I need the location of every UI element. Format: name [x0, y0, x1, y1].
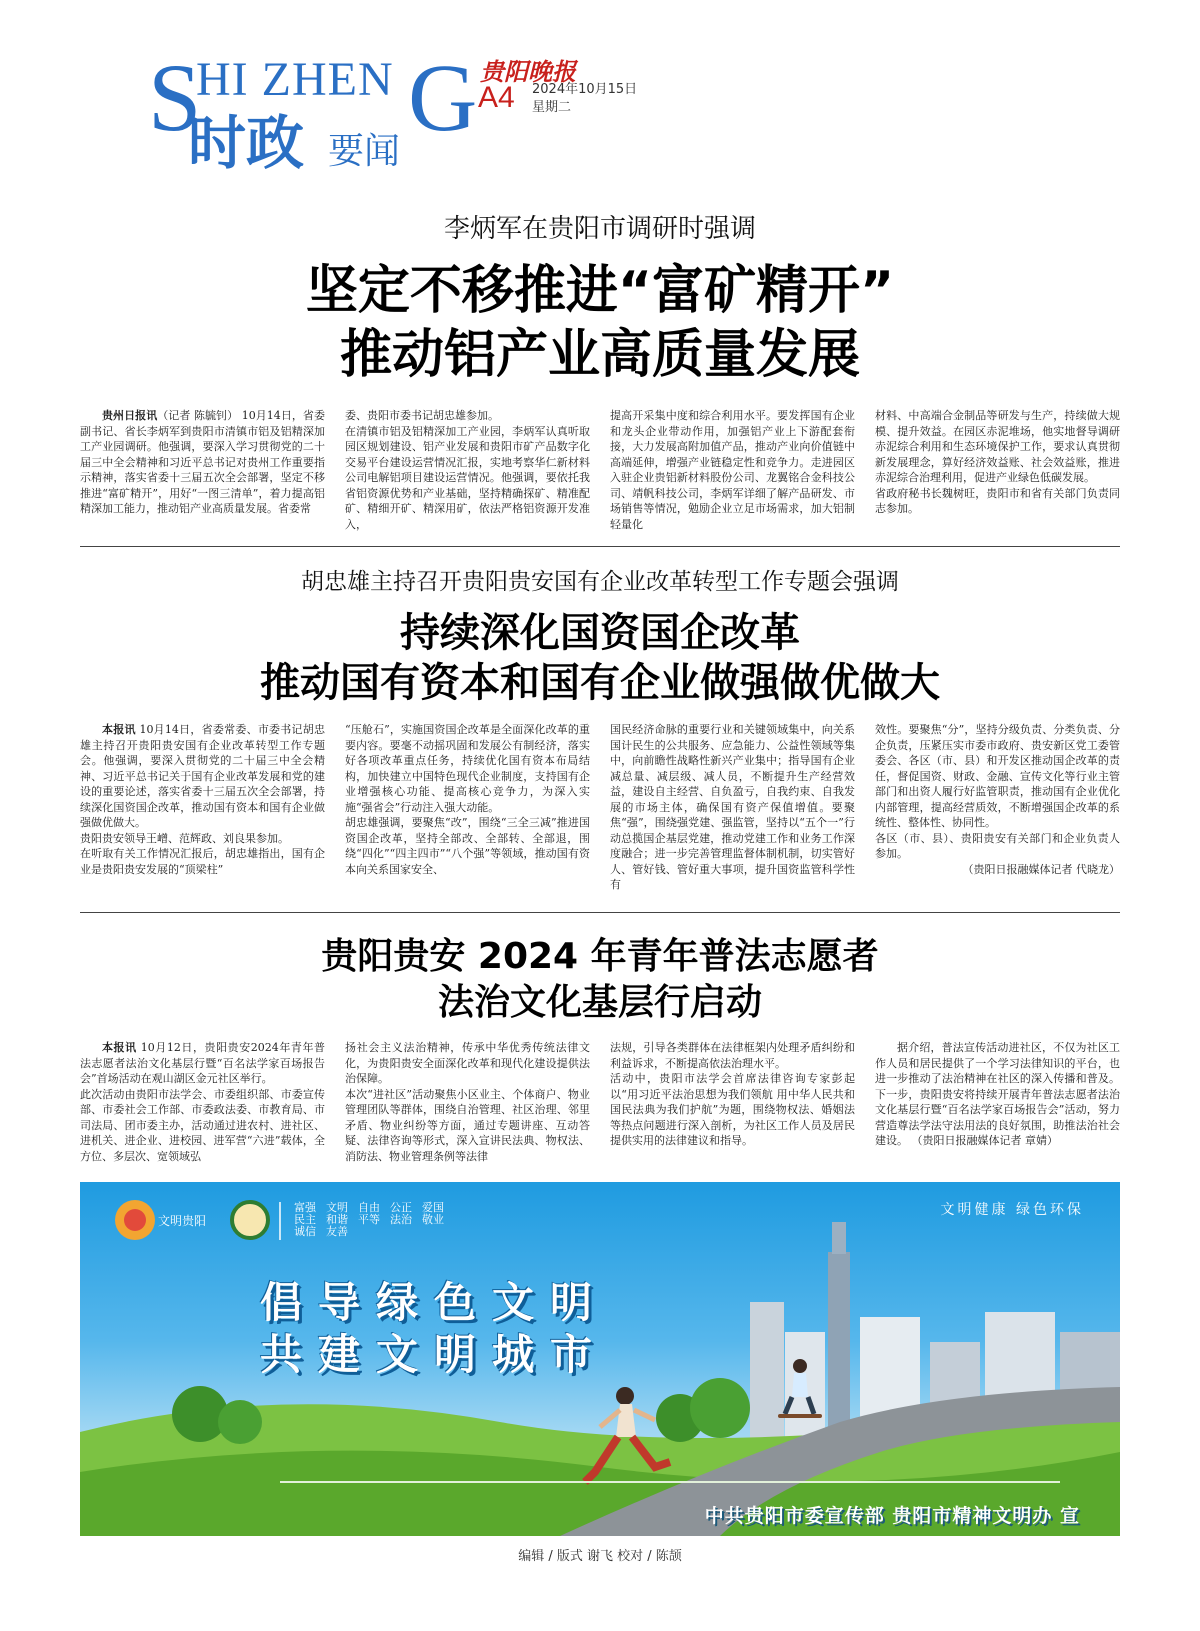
article3-dateline: 本报讯	[102, 1041, 137, 1054]
article1-column-4	[875, 408, 1120, 536]
poster-top-slogan: 文明健康 绿色环保	[940, 1202, 1084, 1218]
core-value: 爱国	[422, 1201, 444, 1214]
core-value: 富强	[294, 1201, 316, 1214]
poster-logo-text: 文明贵阳	[158, 1214, 207, 1228]
core-value: 民主	[294, 1213, 316, 1226]
article2-byline: （贵阳日报融媒体记者 代晓龙）	[962, 862, 1120, 876]
page-credits: 编辑 / 版式 谢飞 校对 / 陈颉	[518, 1549, 682, 1564]
issue-weekday: 星期二	[532, 100, 572, 115]
tree-icon	[218, 1400, 262, 1444]
article2-column-2	[345, 722, 590, 892]
issue-date: 2024年10月15日	[532, 82, 638, 97]
section-divider	[80, 546, 1120, 547]
article1-column-3	[610, 408, 855, 536]
core-value: 友善	[326, 1225, 348, 1238]
article3-col2-text: 扬社会主义法治精神，传承中华优秀传统法律文化，为贵阳贵安全面深化改革和现代化建设提供法治保障。 本次“进社区”活动聚焦小区业主、个体商户、物业管理团队等群体，围绕自治管理、社区治理、邻里矛盾、物业纠纷等方面，通过专题讲座、互动答疑、法律咨询等形式，深入宣讲民法典、物权法、消防法、物业管理条例等法律	[345, 1041, 590, 1163]
core-value: 敬业	[422, 1213, 444, 1226]
article2-col2-text: “压舱石”，实施国资国企改革是全面深化改革的重要内容。要毫不动摇巩固和发展公有制经济，落实好各项改革重点任务，持续优化国有资本布局结构，加快建立中国特色现代企业制度，支持国有企业增强核心功能、提高核心竞争力，为深入实施“强省会”行动注入强大动能。 胡忠雄强调，要聚焦“改”，围绕“三全三减”推进国资国企改革，坚持全部改、全部转、全部退，围绕“四化”“四主四市”“八个强”等领域，推动国有资本向关系国家安全、	[345, 723, 590, 876]
poster-main-slogan-line1: 倡导绿色文明	[260, 1278, 609, 1327]
article3-column-1	[80, 1040, 325, 1168]
core-values-grid	[292, 1202, 452, 1238]
article1-headline-line1: 坚定不移推进“富矿精开”	[305, 261, 895, 321]
article3-headline-line2: 法治文化基层行启动	[437, 982, 762, 1023]
article1-column-1	[80, 408, 325, 536]
core-value: 和谐	[326, 1213, 348, 1226]
page-number: A4	[478, 81, 515, 114]
article3-column-4	[875, 1040, 1120, 1168]
section-subtitle: 要闻	[328, 131, 401, 172]
article2-body	[80, 722, 1120, 892]
masthead-latin-s: S	[148, 44, 202, 151]
article2-dateline: 本报讯	[102, 723, 136, 736]
core-value: 法治	[390, 1213, 412, 1226]
article3-col4-text	[875, 1040, 1120, 1149]
article1-kicker: 李炳军在贵阳市调研时强调	[443, 214, 756, 244]
article3-col4-body: 据介绍，普法宣传活动进社区，不仅为社区工作人员和居民提供了一个学习法律知识的平台，也进一步推动了法治精神在社区的深入传播和普及。下一步，贵阳贵安将持续开展青年普法志愿者法治文化基层行暨“百名法学家百场报告会”活动，努力营造尊法学法守法用法的良好氛围，助推法治社会建设。	[875, 1041, 1120, 1147]
poster-main-slogan-line2: 共建文明城市	[260, 1330, 609, 1379]
core-value: 平等	[358, 1213, 380, 1226]
article1-column-2	[345, 408, 590, 536]
section-divider	[80, 912, 1120, 913]
article1-col3-text: 提高开采集中度和综合利用水平。要发挥国有企业和龙头企业带动作用，加强铝产业上下游配套衔接，大力发展高附加值产品，推动产业向价值链中高端延伸，增强产业链稳定性和竞争力。走进园区入驻企业贵铝新材料股份公司、龙翼铭合金科技公司、靖帆科技公司，李炳军详细了解产品研发、市场销售等情况，勉励企业立足市场需求，加大铝制轻量化	[610, 409, 855, 531]
article3-body	[80, 1040, 1120, 1168]
article2-column-4	[875, 722, 1120, 892]
masthead-latin-rest: HI ZHEN	[196, 53, 394, 106]
tower-top-icon	[832, 1222, 846, 1254]
tree-icon	[690, 1378, 750, 1438]
masthead-latin-g: G	[408, 44, 478, 151]
article2-column-1	[80, 722, 325, 892]
newspaper-logo: 贵阳晚报	[480, 57, 576, 86]
article2-col3-text: 国民经济命脉的重要行业和关键领域集中，向关系国计民生的公共服务、应急能力、公益性领域等集中，向前瞻性战略性新兴产业集中；指导国有企业减总量、减层级、减人员，不断提升生产经营效益，建设自主经营、自负盈亏，自我约束、自我发展的市场主体，确保国有资产保值增值。要聚焦“强”，围绕强党建、强监管，坚持以“五个一”行动总揽国企基层党建，推动党建工作和业务工作深度融合；进一步完善管理监督体制机制，切实管好人、管好钱、管好重大事项，提升国资监管科学性有	[610, 723, 855, 891]
core-value: 文明	[326, 1201, 348, 1214]
article1-col2-text: 委、贵阳市委书记胡忠雄参加。 在清镇市铝及铝精深加工产业园，李炳军认真听取园区规划建设、铝产业发展和贵阳市矿产品数字化交易平台建设运营情况汇报，实地考察华仁新材料公司电解铝项目建设运营情况。他强调，要依托我省铝资源优势和产业基础，坚持精确探矿、精准配矿、精细开矿、精深用矿，依法严格铝资源开发准入，	[345, 409, 590, 531]
core-value: 公正	[390, 1201, 412, 1214]
city-emblem-icon	[232, 1202, 268, 1238]
poster-issuer: 中共贵阳市委宣传部 贵阳市精神文明办 宣	[704, 1505, 1080, 1527]
logo-inner-icon	[124, 1209, 146, 1231]
article3-col1-text: 10月12日，贵阳贵安2024年青年普法志愿者法治文化基层行暨“百名法学家百场报告会”首场活动在观山湖区金元社区举行。 此次活动由贵阳市法学会、市委组织部、市委宣传部、市委社会工作部、市委政法委、市教育局、市司法局、团市委主办，活动通过进农村、进社区、进机关、进企业、进校园、进军营“六进”载体，全方位、多层次、宽领域弘	[80, 1041, 325, 1163]
article3-column-3	[610, 1040, 855, 1168]
public-service-poster	[80, 1182, 1120, 1536]
core-value: 自由	[358, 1201, 380, 1214]
article2-kicker: 胡忠雄主持召开贵阳贵安国有企业改革转型工作专题会强调	[301, 569, 899, 595]
article3-col3-text: 法规，引导各类群体在法律框架内处理矛盾纠纷和利益诉求，不断提高依法治理水平。 活动中，贵阳市法学会首席法律咨询专家彭起以“用习近平法治思想为我们领航 用中华人民共和国民法典为我们护航”为题，围绕物权法、婚姻法等热点问题进行深入剖析，为社区工作人员及居民提供实用的法律建议和指导。	[610, 1041, 855, 1147]
article2-col1-text: 10月14日，省委常委、市委书记胡忠雄主持召开贵阳贵安国有企业改革转型工作专题会。他强调，要深入贯彻党的二十届三中全会精神、习近平总书记关于国有企业改革发展和党的建设的重要论述，落实省委十三届五次全会部署，持续深化国资国企改革，推动国有资本和国有企业做强做优做大。 贵阳贵安领导王嶒、范辉政、刘良果参加。 在听取有关工作情况汇报后，胡忠雄指出，国有企业是贵阳贵安发展的“顶梁柱”	[80, 723, 325, 876]
masthead	[148, 44, 708, 180]
article1-headline-line2: 推动铝产业高质量发展	[339, 325, 860, 385]
article2-col4-text: 效性。要聚焦“分”，坚持分级负责、分类负责、分企负责，压紧压实市委市政府、贵安新区党工委管委会、各区（市、县）和开发区推动国企改革的责任，督促国资、财政、金融、宣传文化等行业主管部门和出资人履行好监管职责，推动国有企业优化内部管理，提高经营质效，不断增强国企改革的系统性、整体性、协同性。 各区（市、县）、贵阳贵安有关部门和企业负责人参加。	[875, 723, 1120, 860]
article2-headline-line2: 推动国有资本和国有企业做强做优做大	[260, 660, 940, 706]
article3-headline-line1: 贵阳贵安 2024 年青年普法志愿者	[321, 936, 879, 977]
article3-byline: （贵阳日报融媒体记者 章婧）	[911, 1134, 1058, 1147]
article1-col1-text: （记者 陈毓钊） 10月14日，省委副书记、省长李炳军到贵阳市清镇市铝及铝精深加工产业园调研。他强调，要深入学习贯彻党的二十届三中全会精神和习近平总书记对贵州工作重要指示精神，落实省委十三届五次全会部署，坚定不移推进“富矿精开”，用好“一图三清单”，着力提高铝精深加工能力，推动铝产业高质量发展。省委常	[80, 409, 325, 515]
article1-col4-text: 材料、中高端合金制品等研发与生产，持续做大规模、提升效益。在园区赤泥堆场，他实地督导调研赤泥综合利用和生态环境保护工作，要求认真贯彻新发展理念，算好经济效益账、社会效益账，推进赤泥综合治理利用，促进产业绿色低碳发展。 省政府秘书长魏树旺，贵阳市和省有关部门负责同志参加。	[875, 409, 1120, 515]
article1-dateline: 贵州日报讯	[102, 409, 158, 422]
article3-column-2	[345, 1040, 590, 1168]
article1-body	[80, 408, 1120, 536]
article2-headline-line1: 持续深化国资国企改革	[400, 610, 800, 656]
core-value: 诚信	[294, 1225, 316, 1238]
section-title: 时政	[188, 109, 305, 177]
building-icon	[750, 1302, 784, 1452]
article2-column-3	[610, 722, 855, 892]
